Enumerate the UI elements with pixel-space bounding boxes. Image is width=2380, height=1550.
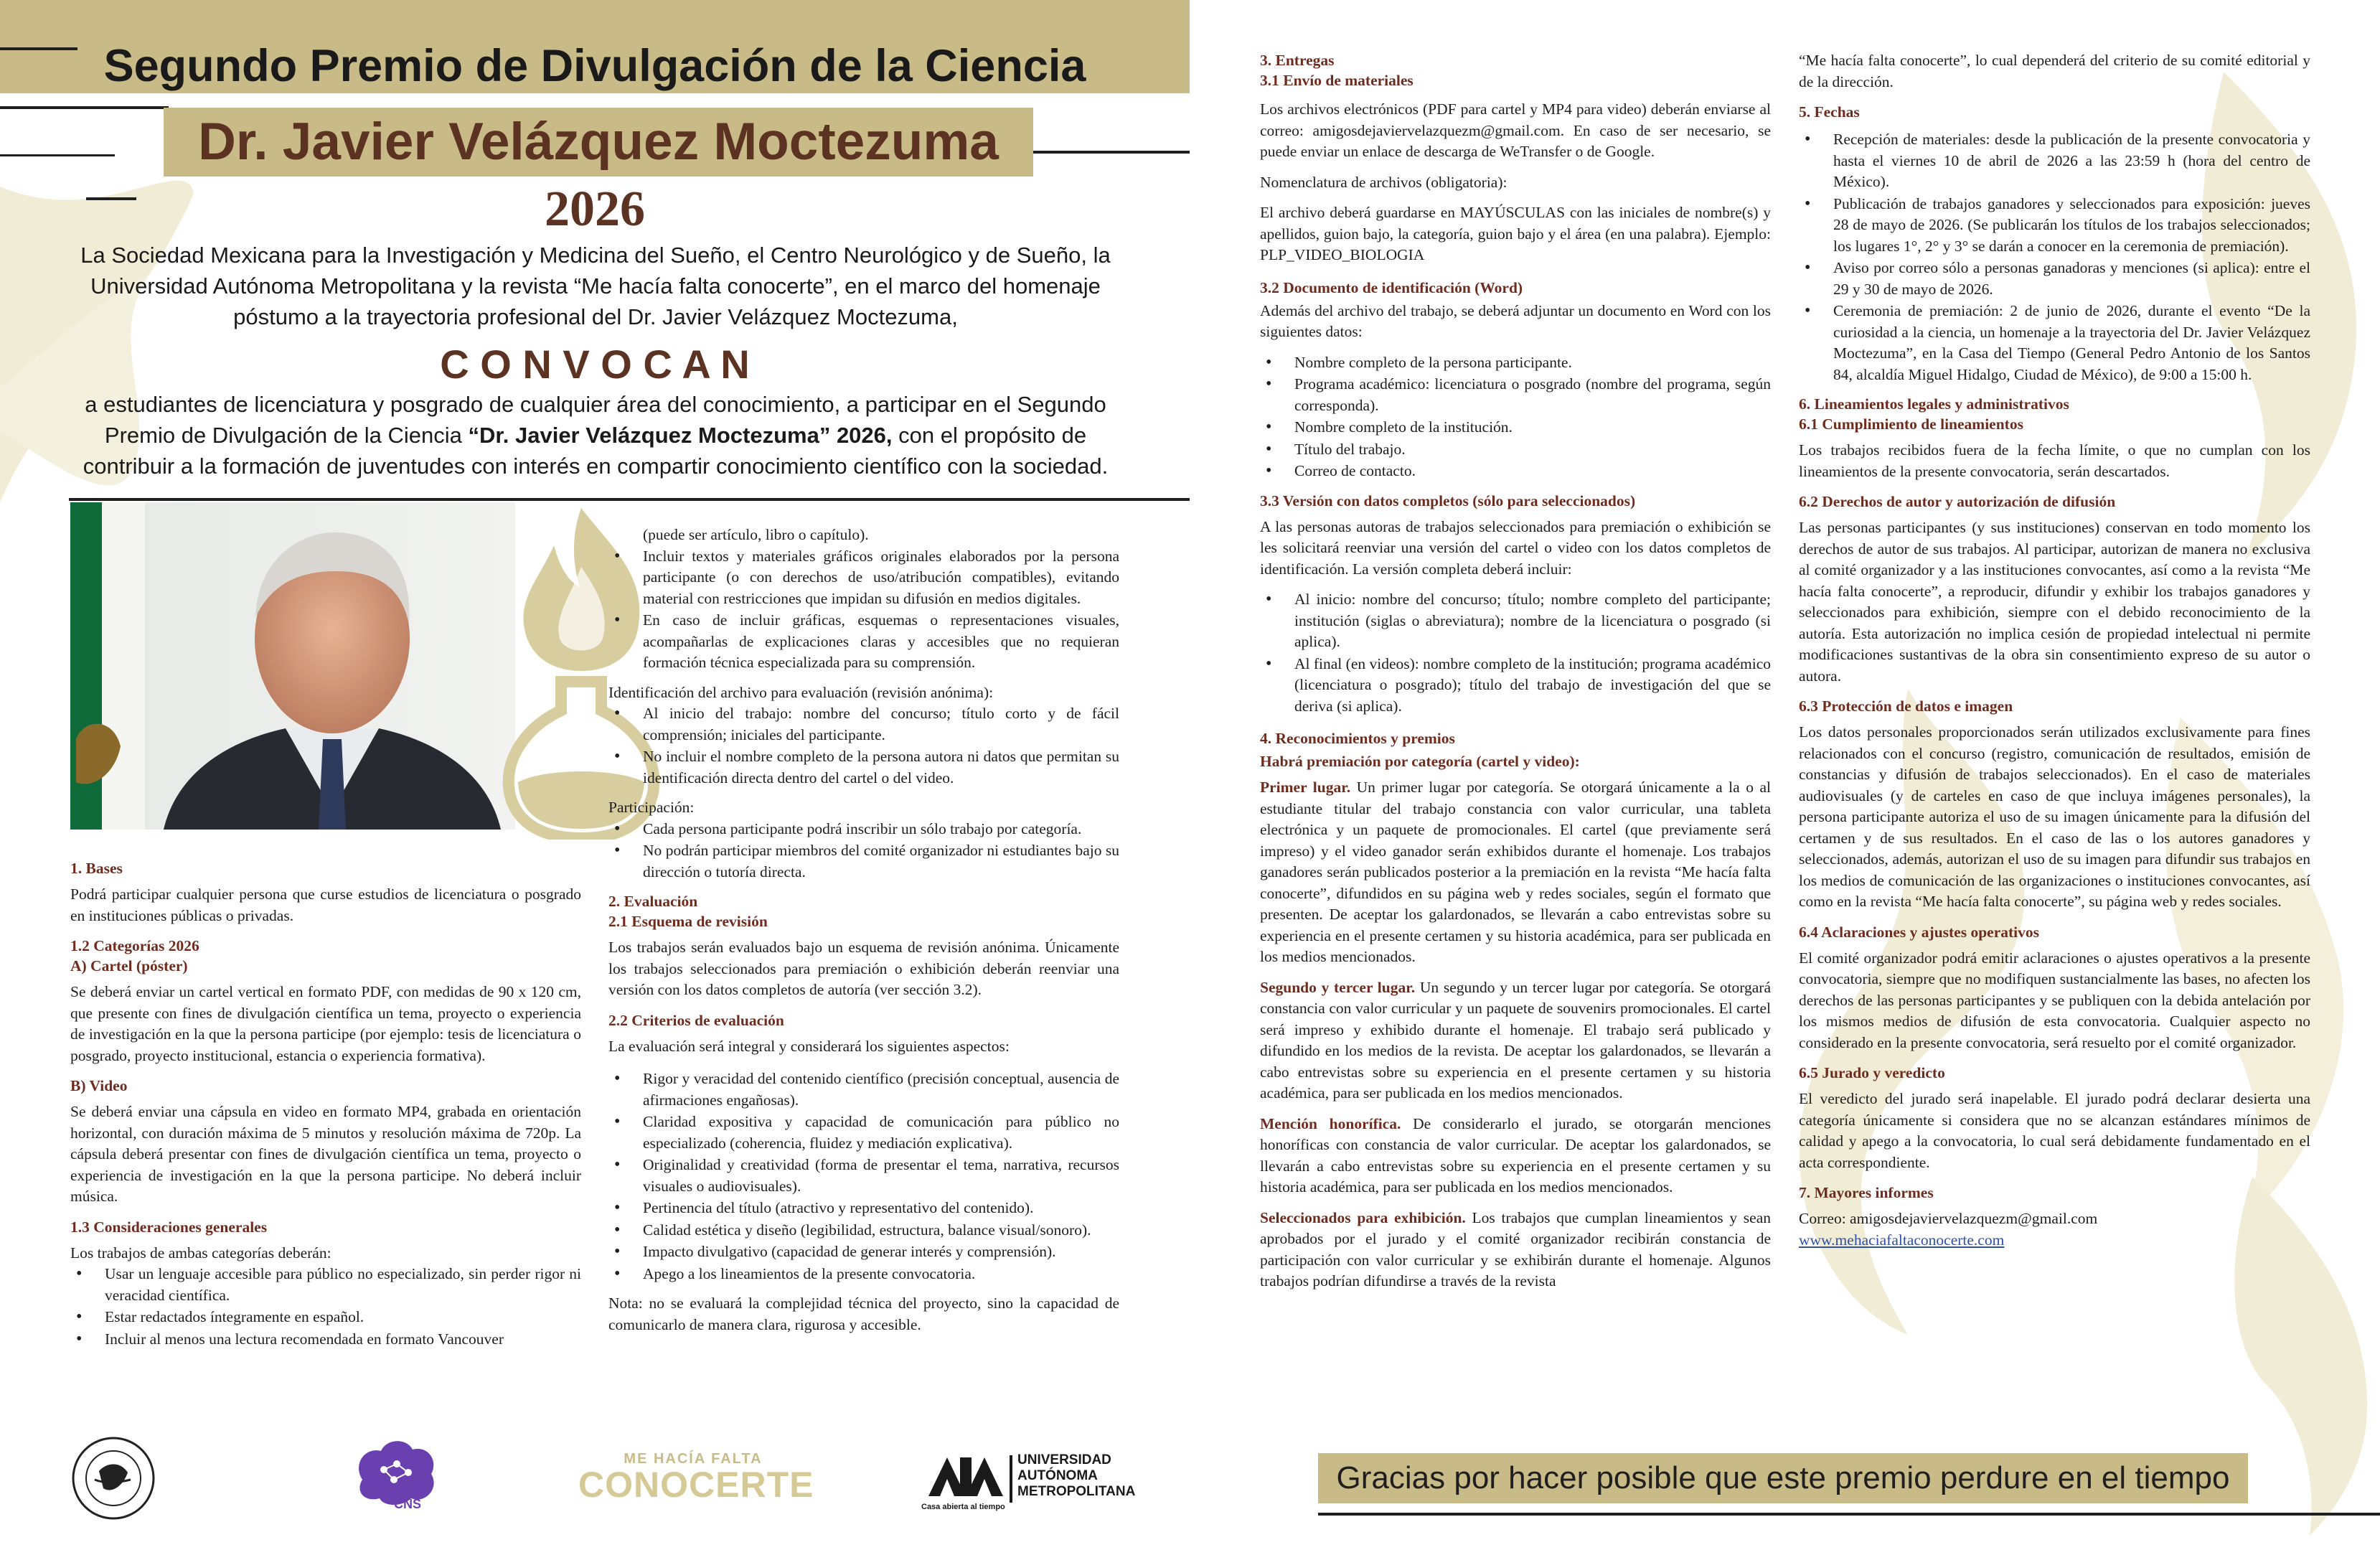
section-1-title: 1. Bases	[70, 860, 123, 877]
contact-email: Correo: amigosdejaviervelazquezm@gmail.com	[1799, 1210, 2098, 1227]
section-6-1-text: Los trabajos recibidos fuera de la fecha límite, o que no cumplan con los lineamientos de la presente convocatoria, serán descartados.	[1799, 441, 2310, 480]
prize-second	[1260, 977, 1771, 1104]
section-6-1-title: 6.1 Cumplimiento de lineamientos	[1799, 415, 2023, 433]
prize-honorable	[1260, 1114, 1771, 1198]
header-rule-left-3	[0, 154, 115, 156]
criteria-list	[608, 1068, 1119, 1284]
section-6-4-title: 6.4 Aclaraciones y ajustes operativos	[1799, 923, 2040, 941]
category-a-text: Se deberá enviar un cartel vertical en formato PDF, con medidas de 90 x 120 cm, que presente con fines de divulgación científica un tema, proyecto o experiencia de investigación en la que la persona participe (por ejemplo: tesis de licenciatura o posgrado, proyecto institucional, estancia o experiencia formativa).	[70, 983, 581, 1064]
prize-honorable-lead: Mención honorífica.	[1260, 1114, 1401, 1132]
list-item: • Pertinencia del título (atractivo y representativo del contenido).	[608, 1198, 1119, 1219]
right-page	[1190, 0, 2380, 1550]
invitation-name-bold: “Dr. Javier Velázquez Moctezuma” 2026,	[468, 423, 893, 448]
section-6-3-title: 6.3 Protección de datos e imagen	[1799, 698, 2013, 715]
mhfc-logo-top: ME HACÍA FALTA	[624, 1451, 763, 1467]
section-1-3-list	[70, 1264, 581, 1350]
list-item: • Nombre completo de la institución.	[1260, 417, 1771, 438]
prize-first	[1260, 777, 1771, 968]
identification-heading: Identificación del archivo para evaluación (revisión anónima):	[608, 683, 994, 701]
category-b-text: Se deberá enviar una cápsula en video en formato MP4, grabada en orientación horizontal, con duración máxima de 5 minutos y resolución máxima de 720p. La cápsula deberá presentar con fines de divulgación científica un tema, proyecto o experiencia de investigación en la que la persona participe. No deberá incluir música.	[70, 1103, 581, 1205]
prize-first-text: Un primer lugar por categoría. Se otorgará únicamente a la o al estudiante titular del trabajo constancia con valor curricular, una tableta electrónica y un paquete de promocionales. El cartel (que previamente será impreso) y el video ganador serán exhibidos durante el homenaje. Los trabajos ganadores serán publicados posterior a la premiación en la revista “Me hacía falta conocerte”, difundidos en su página web y redes sociales, según el formato que presenten. De aceptar los galardonados, se llevarán a cabo entrevistas sobre su experiencia en el presente certamen y su historia académica, para ser publicada en los medios mencionados.	[1260, 779, 1771, 965]
section-1-3-intro: Los trabajos de ambas categorías deberán:	[70, 1244, 331, 1262]
uam-divider	[1010, 1455, 1012, 1503]
list-item: • Apego a los lineamientos de la presente convocatoria.	[608, 1264, 1119, 1285]
tie	[319, 739, 346, 830]
nomenclature-text: El archivo deberá guardarse en MAYÚSCULAS con las iniciales de nombre(s) y apellidos, guion bajo, la categoría, guion bajo y el área (en una palabra). Ejemplo: PLP_VIDEO_BIOLOGIA	[1260, 204, 1771, 263]
section-1-text: Podrá participar cualquier persona que curse estudios de licenciatura o posgrado en instituciones públicas o privadas.	[70, 886, 581, 924]
intro-paragraph: La Sociedad Mexicana para la Investigación y Medicina del Sueño, el Centro Neurológico y de Sueño, la Universidad Autónoma Metropolitana y la revista “Me hacía falta conocerte”, en el marco del homenaje póstumo a la trayectoria profesional del Dr. Javier Velázquez Moctezuma,	[80, 243, 1111, 329]
list-item: • Impacto divulgativo (capacidad de generar interés y comprensión).	[608, 1241, 1119, 1263]
column-guidelines	[608, 525, 1119, 1345]
list-item: • Originalidad y creatividad (forma de presentar el tema, narrativa, recursos visuales o audiovisuales).	[608, 1155, 1119, 1197]
year: 2026	[545, 182, 645, 237]
list-item: • Título del trabajo.	[1260, 439, 1771, 461]
convocan-heading: C O N V O C A N	[440, 342, 750, 387]
footer-banner-text: Gracias por hacer posible que este premio perdure en el tiempo	[1336, 1460, 2230, 1495]
portrait-photo	[70, 502, 515, 830]
section-4-title: 4. Reconocimientos y premios	[1260, 730, 1455, 747]
prize-exhibition-text: Los trabajos que cumplan lineamientos y sean aprobados por el jurado y el comité organizador recibirán constancia de participación con valor curricular y se exhibirán durante el homenaje. Algunos trabajos podrían difundirse a través de la revista	[1260, 1208, 1772, 1290]
list-item: • No incluir el nombre completo de la persona autora ni datos que permitan su identificación directa dentro del cartel o del video.	[608, 746, 1119, 789]
dates-list	[1799, 129, 2310, 385]
prize-first-lead: Primer lugar.	[1260, 779, 1351, 796]
cns-logo-text: CNS	[394, 1497, 422, 1511]
website-link[interactable]: www.mehaciafaltaconocerte.com	[1799, 1231, 2005, 1249]
section-3-2-list	[1260, 352, 1771, 482]
section-3-1-text: Los archivos electrónicos (PDF para cartel y MP4 para video) deberán enviarse al correo: amigosdejaviervelazquezm@gmail.com. En caso de ser necesario, se puede enviar un enlace de descarga de WeTransfer o de Google.	[1260, 100, 1771, 160]
page-title: Segundo Premio de Divulgación de la Ciencia	[103, 41, 1086, 91]
section-2-title: 2. Evaluación	[608, 893, 698, 910]
section-3-1-title: 3.1 Envío de materiales	[1260, 72, 1414, 89]
list-item: • Correo de contacto.	[1260, 461, 1771, 482]
list-item: • En caso de incluir gráficas, esquemas o representaciones visuales, acompañarlas de explicaciones claras y accesibles que no requieran formación técnica especializada para su comprensión.	[608, 610, 1119, 674]
prize-honorable-text: De considerarlo el jurado, se otorgarán menciones honoríficas con constancia de valor curricular. De aceptar los galardonados, se llevarán a cabo entrevistas sobre su experiencia en el presente certamen y su historia académica, para ser publicada en los medios mencionados.	[1260, 1114, 1771, 1196]
list-item: • Recepción de materiales: desde la publicación de la presente convocatoria y hasta el viernes 10 de abril de 2026 a las 23:59 h (hora del centro de México).	[1799, 129, 2310, 193]
list-item: • Al final (en videos): nombre completo de la institución; programa académico (licenciatura o posgrado); título del trabajo de investigación del que se deriva (si aplica).	[1260, 654, 1771, 718]
originality-list	[608, 546, 1119, 674]
uam-line-1: UNIVERSIDAD	[1017, 1452, 1111, 1467]
section-2-2-title: 2.2 Criterios de evaluación	[608, 1011, 784, 1029]
continued-text: “Me hacía falta conocerte”, lo cual dependerá del criterio de su comité editorial y de la dirección.	[1799, 52, 2310, 90]
category-b-title: B) Video	[70, 1077, 128, 1094]
section-3-3-list	[1260, 589, 1771, 717]
list-item: • Al inicio del trabajo: nombre del concurso; título corto y de fácil comprensión; iniciales del participante.	[608, 703, 1119, 746]
section-3-2-text: Además del archivo del trabajo, se deberá adjuntar un documento en Word con los siguientes datos:	[1260, 301, 1771, 340]
list-item: • Calidad estética y diseño (legibilidad, estructura, balance visual/sonoro).	[608, 1220, 1119, 1241]
invitation-text-a: a estudiantes de licenciatura y posgrado de cualquier área del conocimiento, a participar en el Segundo Premio de Divulgación de la Ciencia	[85, 392, 1106, 448]
section-5-title: 5. Fechas	[1799, 103, 1860, 121]
section-6-3-text: Los datos personales proporcionados serán utilizados exclusivamente para fines relacionados con el concurso (registro, comunicación de resultados, emisión de constancias y difusión de trabajos seleccionados). En el caso de materiales audiovisuales (y de carteles en caso de que incluya imágenes personales), la persona participante autoriza el uso de su imagen únicamente para la difusión del certamen y de sus resultados. En el caso de las o los autores ganadores y seleccionados, además, autorizan el uso de su imagen para difundir sus trabajos en los medios de comunicación de las organizaciones o instituciones convocantes, así como en la revista “Me hacía falta conocerte”, su página web y redes sociales.	[1799, 723, 2310, 910]
section-3-3-title: 3.3 Versión con datos completos (sólo para seleccionados)	[1260, 492, 1636, 509]
uam-logo-mark	[926, 1453, 1006, 1499]
column-bases	[70, 858, 581, 1358]
section-1-2-title: 1.2 Categorías 2026	[70, 937, 199, 954]
list-item: • Aviso por correo sólo a personas ganadoras y menciones (si aplica): entre el 29 y 30 de mayo de 2026.	[1799, 258, 2310, 300]
list-item: • No podrán participar miembros del comité organizador ni estudiantes bajo su dirección o tutoría directa.	[608, 840, 1119, 883]
section-6-5-text: El veredicto del jurado será inapelable. El jurado podrá declarar desierta una categoría únicamente si considera que no se alcanzan estándares mínimos de calidad y apego a la convocatoria, lo cual será debidamente fundamentado en el acta correspondiente.	[1799, 1090, 2310, 1171]
section-6-title: 6. Lineamientos legales y administrativos	[1799, 395, 2069, 413]
list-item: • Estar redactados íntegramente en español.	[70, 1307, 581, 1328]
category-a-title: A) Cartel (póster)	[70, 957, 188, 974]
prize-exhibition-lead: Seleccionados para exhibición.	[1260, 1208, 1466, 1226]
uam-line-2: AUTÓNOMA	[1017, 1468, 1098, 1483]
nomenclature-title: Nomenclatura de archivos (obligatoria):	[1260, 173, 1508, 191]
prize-second-text: Un segundo y un tercer lugar por categoría. Se otorgará constancia con valor curricular y un paquete de souvenirs promocionales. El cartel será impreso y exhibido durante el homenaje. El trabajo será publicado y difundido en los medios de la revista. De aceptar los galardonados, se llevarán a cabo entrevistas sobre su experiencia en el presente certamen y su historia académica, para ser publicada en los medios mencionados.	[1260, 978, 1771, 1102]
list-item: • Al inicio: nombre del concurso; título; nombre completo del participante; institución (siglas o abreviatura); nombre de la licenciatura o posgrado (si aplica).	[1260, 589, 1771, 653]
footer-rule	[1318, 1513, 2380, 1516]
list-item: • Ceremonia de premiación: 2 de junio de 2026, durante el evento “De la curiosidad a la ciencia, un homenaje a la trayectoria del Dr. Javier Velázquez Moctezuma”, en la Casa del Tiempo (General Pedro Antonio de los Santos 84, alcaldía Miguel Hidalgo, Ciudad de México), de 9:00 a 15:00 h.	[1799, 301, 2310, 385]
smims-logo	[70, 1435, 156, 1521]
list-item: • Incluir textos y materiales gráficos originales elaborados por la persona participante (o con derechos de uso/atribución compatibles), evitando material con restricciones que impidan su difusión en medios digitales.	[608, 546, 1119, 610]
list-item: • Nombre completo de la persona participante.	[1260, 352, 1771, 374]
participation-list	[608, 819, 1119, 883]
section-6-2-title: 6.2 Derechos de autor y autorización de difusión	[1799, 493, 2116, 510]
list-item: • Incluir al menos una lectura recomendada en formato Vancouver	[70, 1329, 581, 1351]
section-7-title: 7. Mayores informes	[1799, 1184, 1934, 1201]
list-item: • Claridad expositiva y capacidad de comunicación para público no especializado (coherencia, fluidez y mediación explicativa).	[608, 1112, 1119, 1154]
section-2-1-title: 2.1 Esquema de revisión	[608, 913, 768, 930]
identification-list	[608, 703, 1119, 789]
uam-tagline: Casa abierta al tiempo	[921, 1503, 1005, 1511]
uam-line-3: METROPOLITANA	[1017, 1484, 1136, 1499]
header-rule-right	[1025, 151, 1190, 154]
list-item: • Cada persona participante podrá inscribir un sólo trabajo por categoría.	[608, 819, 1119, 840]
participation-heading: Participación:	[608, 799, 695, 816]
header-rule-left-2	[0, 106, 169, 109]
list-item: • Programa académico: licenciatura o posgrado (nombre del programa, según corresponda).	[1260, 374, 1771, 416]
section-divider	[69, 498, 1190, 501]
section-3-2-title: 3.2 Documento de identificación (Word)	[1260, 278, 1523, 296]
prize-exhibition	[1260, 1208, 1771, 1292]
invitation-paragraph	[57, 389, 1134, 482]
list-item: • Usar un lenguaje accesible para público no especializado, sin perder rigor ni veracidad científica.	[70, 1264, 581, 1306]
invitation-text-b: con el propósito de contribuir a la formación de juventudes con interés en compartir conocimiento científico con la sociedad.	[83, 423, 1109, 479]
section-1-3-title: 1.3 Consideraciones generales	[70, 1218, 268, 1236]
section-6-4-text: El comité organizador podrá emitir aclaraciones o ajustes operativos a la presente convocatoria, siempre que no modifiquen sustancialmente las bases, no afecten los derechos de las personas participantes y se publiquen con la debida antelación por los mismos medios de difusión de esta convocatoria. Cualquier aspecto no considerado en la presente convocatoria, será resuelto por el comité organizador.	[1799, 949, 2310, 1051]
list-item: • Rigor y veracidad del contenido científico (precisión conceptual, ausencia de afirmaciones engañosas).	[608, 1068, 1119, 1111]
flag-white	[102, 502, 145, 830]
prize-second-lead: Segundo y tercer lugar.	[1260, 978, 1416, 996]
column-deliveries	[1260, 50, 1771, 1302]
uam-logo-text	[1017, 1452, 1135, 1500]
section-6-2-text: Las personas participantes (y sus instituciones) conservan en todo momento los derechos de autor de sus trabajos. Al participar, autorizan de manera no exclusiva al comité organizador y a las instituciones convocantes, así como a la revista “Me hacía falta conocerte”, a reproducir, difundir y exhibir los trabajos ganadores y seleccionados para exhibición, siempre con el debido reconocimiento de la autoría. Esta autorización no implica cesión de propiedad intelectual ni permite modificaciones sustantivas de la obra sin consentimiento expreso de su autor o autora.	[1799, 519, 2310, 685]
section-3-title: 3. Entregas	[1260, 52, 1335, 69]
list-item: • Publicación de trabajos ganadores y seleccionados para exposición: jueves 28 de mayo de 2026. (Se publicarán los títulos de los trabajos seleccionados; los lugares 1°, 2° y 3° se darán a conocer en la ceremonia de premiación).	[1799, 194, 2310, 258]
section-2-1-text: Los trabajos serán evaluados bajo un esquema de revisión anónima. Únicamente los trabajos seleccionados para premiación o exhibición deberán reenviar una versión con los datos completos de autoría (ver sección 3.2).	[608, 939, 1119, 998]
section-4-subtitle: Habrá premiación por categoría (cartel y video):	[1260, 753, 1580, 770]
section-6-5-title: 6.5 Jurado y veredicto	[1799, 1064, 1945, 1081]
subtitle-name: Dr. Javier Velázquez Moctezuma	[198, 113, 999, 171]
continued-text: (puede ser artículo, libro o capítulo).	[643, 526, 869, 543]
section-2-2-intro: La evaluación será integral y considerará los siguientes aspectos:	[608, 1037, 1010, 1055]
mhfc-logo-main: CONOCERTE	[578, 1465, 814, 1505]
section-3-3-text: A las personas autoras de trabajos seleccionados para premiación o exhibición se les solicitará reenviar una versión del cartel o video con los datos completos de identificación. La versión completa deberá incluir:	[1260, 517, 1771, 578]
evaluation-note: Nota: no se evaluará la complejidad técnica del proyecto, sino la capacidad de comunicarlo de manera clara, rigurosa y accesible.	[608, 1295, 1119, 1333]
column-dates-legal	[1799, 50, 2310, 1260]
